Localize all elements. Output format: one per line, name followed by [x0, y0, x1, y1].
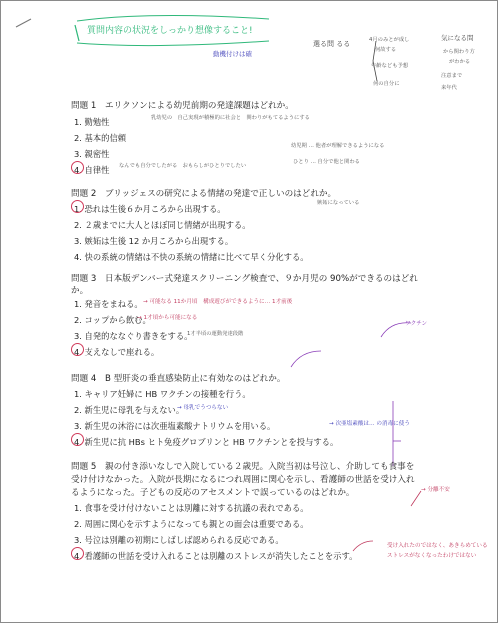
question-2-note: 嫉妬になっている — [317, 200, 360, 206]
answer-circle — [71, 433, 84, 446]
top-right-col2-title: 気になる問 — [441, 34, 474, 42]
header-note: 質問内容の状況をしっかり想像すること! — [87, 26, 253, 36]
question-4-option: 3. 新生児の沐浴には次亜塩素酸ナトリウムを用いる。 — [74, 421, 276, 431]
question-3-option: 4. 支えなしで座れる。 — [74, 347, 160, 357]
question-4-note: → 次亜塩素酸は… の消毒に使う — [329, 421, 410, 427]
question-1-title: 問題 1 エリクソンによる幼児前期の発達課題はどれか。 — [71, 101, 294, 111]
question-4-option: 1. キャリア妊婦に HB ワクチンの接種を行う。 — [74, 389, 251, 399]
question-2-title: 問題 2 ブリッジェスの研究による情緒の発達で正しいのはどれか。 — [71, 189, 337, 199]
top-right-col2-line: 注意まで — [441, 73, 463, 79]
question-5-option: 1. 食事を受け付けないことは別離に対する抗議の表れである。 — [74, 503, 309, 513]
top-right-col1-line: 何故する — [375, 47, 397, 53]
answer-circle — [71, 200, 84, 213]
header-sub: 動機付けは確 — [213, 50, 252, 58]
top-right-col1-line: 4月のみとが成し — [369, 37, 410, 43]
question-2-option: 4. 快の系統の情緒は不快の系統の情緒に比べて早く分化する。 — [74, 252, 309, 262]
answer-circle — [71, 343, 84, 356]
question-1-option: 4. 自律性 — [74, 165, 110, 175]
question-3-note: 1才半頃の運動発達段階 — [187, 331, 244, 337]
question-5-note: ストレスがなくなったわけではない — [387, 553, 477, 559]
question-5-continued: るようになった。子どもの反応のアセスメントで誤っているのはどれか。 — [71, 488, 355, 498]
top-right-col1-line: 年齢なども予想 — [371, 63, 409, 69]
question-3-option: 1. 発音をまねる。 — [74, 299, 143, 309]
question-4-note: → 母乳でうつらない — [177, 405, 229, 411]
question-1-option: 2. 基本的信頼 — [74, 133, 127, 143]
question-1-option: 3. 親密性 — [74, 149, 110, 159]
question-1-note: ひとり … 自分で他と関わる — [293, 159, 360, 165]
question-2-option: 3. 嫉妬は生後 12 か月ころから出現する。 — [74, 236, 234, 246]
question-2-option: 2. ２歳までに大人とほぼ同じ情緒が出現する。 — [74, 220, 251, 230]
question-4-option: 2. 新生児に母乳を与えない。 — [74, 405, 185, 415]
top-right-col2-line: から関わり方 — [443, 49, 475, 55]
question-1-note: 幼児期 … 他者が理解できるようになる — [291, 143, 385, 149]
question-5-option: 4. 看護師の世話を受け入れることは別離のストレスが消失したことを示す。 — [74, 551, 358, 561]
top-right-col1-title: 選る問 るる — [313, 40, 351, 48]
question-3-title: 問題 3 日本版デンバー式発達スクリーニング検査で、９か月児の 90%ができるのはどれ — [71, 274, 418, 284]
question-3-option: 3. 自発的ななぐり書きをする。 — [74, 331, 193, 341]
question-4-option: 4. 新生児に抗 HBs ヒト免疫グロブリンと HB ワクチンとを投与する。 — [74, 437, 339, 447]
question-5-option: 3. 号泣は別離の初期にしばしば認められる反応である。 — [74, 535, 284, 545]
question-4-title: 問題 4 B 型肝炎の垂直感染防止に有効なのはどれか。 — [71, 374, 286, 384]
question-1-note: なんでも自分でしたがる おもらしがひとりでしたい — [119, 163, 247, 169]
question-1-note: 乳幼児の 自己実現が積極的に社会と 関わりがもてるようにする — [151, 115, 310, 121]
question-1-option: 1. 勤勉性 — [74, 117, 110, 127]
top-right-col1-line: 何の自分に — [373, 81, 400, 87]
question-5-option: 2. 周囲に関心を示すようになっても親との面会は重要である。 — [74, 519, 309, 529]
answer-circle — [71, 161, 84, 174]
question-5-continued: 受け付けなかった。入院が長期になるにつれ周囲に関心を示し、看護師の世話を受け入れ — [71, 475, 415, 485]
question-2-option: 1. 恐れは生後６か月ころから出現する。 — [74, 204, 226, 214]
answer-circle — [71, 547, 84, 560]
question-3-note: ワクチン — [405, 321, 428, 327]
question-3-continued: か。 — [71, 286, 89, 296]
question-5-title: 問題 5 親の付き添いなしで入院している２歳児。入院当初は号泣し、介助しても食事を — [71, 462, 415, 472]
question-5-note: 受け入れたのではなく、あきらめている — [387, 543, 488, 549]
question-3-note: → 1才頃から可能になる — [137, 315, 198, 321]
top-right-col2-line: がわかる — [449, 59, 471, 65]
question-3-option: 2. コップから飲む。 — [74, 315, 151, 325]
question-5-note: → 分離不安 — [421, 487, 450, 493]
question-3-note: → 可能なる 11か月頃 構成遊びができるように… 1才前後 — [143, 299, 293, 305]
handwriting-layer — [1, 1, 498, 624]
top-right-col2-line: 来年代 — [441, 85, 457, 91]
